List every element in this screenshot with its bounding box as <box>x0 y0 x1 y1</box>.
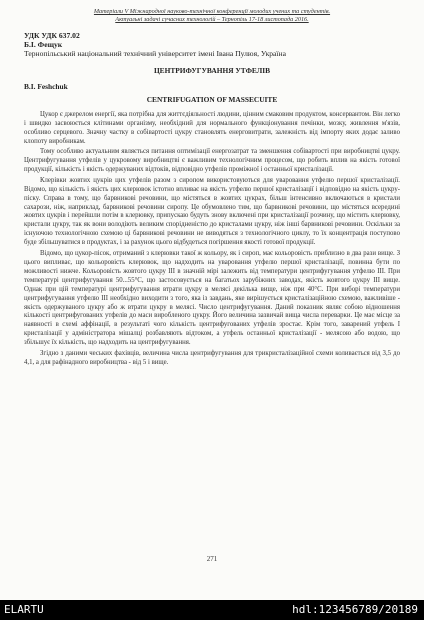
paragraph: Відомо, що цукор-пісок, отриманий з клерювки такої ж кольору, як і сироп, має кольоровість приблизно в два рази вище. З цього випливає, що кольоровість клерювок, що надходить на уваровання утфелю першої кристалізації, повинна бути по можливості нижче. Кольоровість жовтого цукру ІІІ в значній мірі залежить від температури центрифугування утфелю ІІІ. При температурі центрифугування 50...55°С, що застосовується на багатьох зарубіжних заводах, якість жовтого цукру ІІІ вище. Однак при цій температурі центрифугування втрати цукру в мелясі декілька вище, ніж при 40°С. При виборі температури центрифугування утфелю ІІІ необхідно виходити з того, яка із завдань, яке вирішується кристалізаційною схемою, важливіше - якість одержуваного цукру або ж втрати цукру в мелясі. Число центрифугування. Даний показник являє собою відношення кількості центрифугованих утфелів до маси виробленого цукру. Його величина зазвичай вища числа переварки. Це має місце за наявності в схемі аффінації, в результаті чого кількість центрифугованих утфелів зростає. Крім того, заварений утфель І кристалізації у адміністратора мішалці розбавляють відтоком, а утфель останньої кристалізації - мелясою або водою, що збільшує їх кількість, що надходить на центрифугування. <box>24 249 400 347</box>
header-line-2: Актуальні задачі сучасних технологій – Тернопіль 17-18 листопада 2016. <box>115 16 309 23</box>
english-author: B.I. Feshchuk <box>24 82 68 91</box>
conference-header <box>24 8 400 24</box>
handle-identifier[interactable]: hdl:123456789/20189 <box>292 603 418 616</box>
article-title: ЦЕНТРИФУГУВАННЯ УТФЕЛІВ <box>153 66 271 75</box>
affiliation: Тернопільський національний технічний університет імені Івана Пулюя, Україна <box>24 49 286 58</box>
author-name: Б.І. Фещук <box>24 40 63 49</box>
article-meta <box>24 31 400 58</box>
header-line-1: Матеріали V Міжнародної науково-технічної конференції молодих учених та студентів. <box>93 8 331 15</box>
status-bar <box>0 600 424 620</box>
udk-code: УДК УДК 637.02 <box>24 31 80 40</box>
english-title: CENTRIFUGATION OF MASSECUITE <box>146 95 278 104</box>
paragraph: Цукор є джерелом енергії, яка потрібна для життєдіяльності людини, цінним смаковим продуктом, консервантом. Він легко і швидко засвоюється клітинами організму, необхідний для нормального функціонування печінки, мозку, живлення м'язів, особливо серцевого. Значну частку в собівартості цукру становлять енерговитрати, залежність від імпорту яких додає заливо клопоту виробникам. <box>24 111 400 145</box>
article-body <box>24 111 400 368</box>
page-number: 271 <box>206 555 218 563</box>
paragraph: Згідно з даними чеських фахівців, величина числа центрифугування для трикристалізаційної схеми коливається від 3,5 до 4,1, а для рафінадного виробництва - від 5 і вище. <box>24 349 400 366</box>
paragraph: Клерівки жовтих цукрів цих утфелів разом з сиропом використовуються для уваровання утфелю першої кристалізації. Відомо, що кількість і якість цих клерювок істотно впливає на якість утфелю першої кристалізації і відповідно на якість цукру-піску. Справа в тому, що барвникові речовини, що містяться в жовтих цукрах, більш інтенсивно включаються в кристали сахарози, ніж, наприклад, барвникові речовини сиропу. Це обумовлено тим, що барвникові речовини, що містяться всередині жовтих цукрів і перейшли потім в клерювку, припускаю будуть знову включені при кристалізації розчину, що містить клерювку, кристали цукру, так як вони володіють великим спорідненістю до кристалами цукру, ніж інші барвникові речовини. Оскільки за існуючою технологічною схемою ці барвникові речовини не виводяться з технологічного циклу, то їх концентрація поступово буде збільшуватися в продуктах, і за рахунок цього відбудеться погіршення якості готової продукції. <box>24 176 400 247</box>
paragraph: Тому особливо актуальним являється питання оптимізації енергозатрат та зменшення собівартості при виробництві цукру. Центрифугування утфелів у цукровому виробництві є важливим технологічним процесом, що робить вплив на якість готової продукції, кількість і якість одержуваних відтоків, відповідно утфелів проміжної і останньої кристалізації. <box>24 148 400 174</box>
page-content <box>24 8 400 369</box>
repository-name: ELARTU <box>4 603 44 616</box>
